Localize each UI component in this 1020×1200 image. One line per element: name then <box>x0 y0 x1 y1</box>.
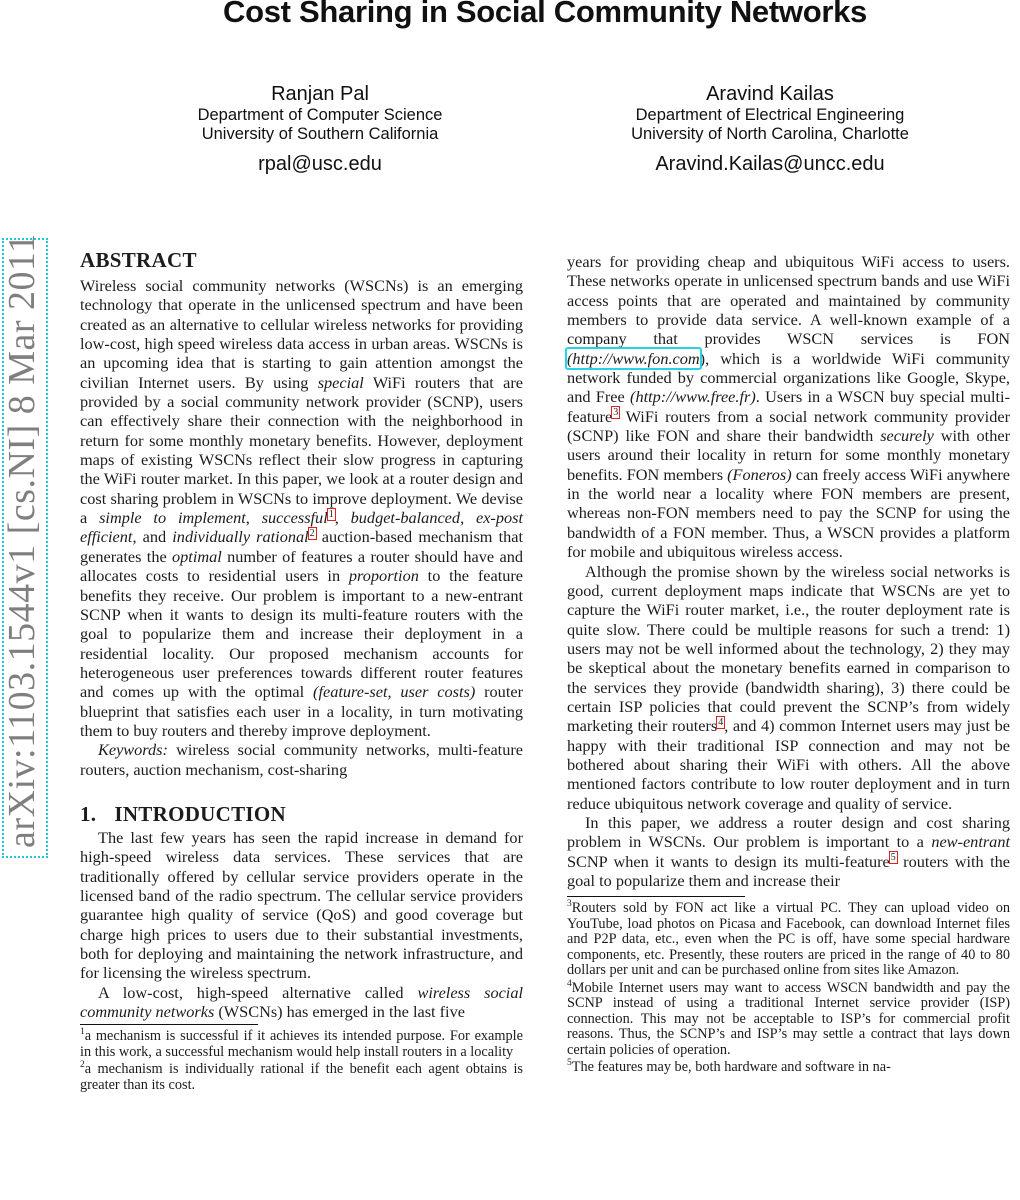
author-email: Aravind.Kailas@uncc.edu <box>655 153 885 175</box>
intro-paragraph-2-continued: years for providing cheap and ubiquitous WiFi access to users. These networks operate in unlicensed spectrum bands and use WiFi access points that are operated and maintained by community members to provide data service. A well-known example of a company that provides WSCN services is FON (http://www.fon.com), which is a worldwide WiFi community network funded by commercial organizations like Google, Skype, and Free (http://www.free.fr). Users in a WSCN buy special multi-feature$^3$ WiFi routers from a social network community provider (SCNP) like FON and share their bandwidth securely with other users around their locality in return for some monthly monetary benefits. FON members (Foneros) can freely access WiFi anywhere in the world near a locality where FON members are present, whereas non-FON members need to pay the SCNP for using the bandwidth of a FON member. Thus, a WSCN provides a platform for mobile and ubiquitous wireless access. <box>567 252 1011 562</box>
footnote-ref-3[interactable]: 3 <box>613 407 619 419</box>
footnote-1: $^1$a mechanism is successful if it achieves its intended purpose. For example in this work, a successful mechanism would help install routers in a locality <box>80 1027 523 1060</box>
keywords-label: Keywords: <box>98 740 168 760</box>
free-url-text: (http://www.free.fr) <box>630 387 756 407</box>
author-name: Ranjan Pal <box>271 83 369 105</box>
intro-paragraph-1: The last few years has seen the rapid increase in demand for high-speed wireless data services. These services that are traditionally offered by cellular service providers operate in the licensed band of the radio spectrum. The cellular service providers guarantee high quality of service (QoS) and good coverage but charge high prices to users due to their substantial investments, both for deploying and maintaining the network infrastructure, and for licensing the wireless spectrum. <box>80 827 523 983</box>
abstract-paragraph: Wireless social community networks (WSCNs) is an emerging technology that operate in the unlicensed spectrum and have been created as an alternative to cellular wireless networks for providing low-cost, high speed wireless data access in urban areas. WSCNs is an upcoming idea that is starting to gain attention amongst the civilian Internet users. By using special WiFi routers that are provided by a social community network provider (SCNP), users can effectively share their connection with the neighborhood in return for some monthly monetary benefits. However, deployment maps of existing WSCNs reflect their slow progress in capturing the WiFi router market. In this paper, we look at a router design and cost sharing problem in WSCNs to improve deployment. We devise a simple to implement, successful$^1$, budget-balanced, ex-post efficient, and individually rational$^2$ auction-based mechanism that generates the optimal number of features a router should have and allocates costs to residential users in proportion to the feature benefits they receive. Our problem is important to a new-entrant SCNP when it wants to design its multi-feature routers with the goal to popularize them and increase their deployment in a residential locality. Our proposed mechanism accounts for heterogeneous user preferences towards different router features and comes up with the optimal (feature-set, user costs) router blueprint that satisfies each user in a locality, in turn motivating them to buy routers and thereby improve deployment. <box>80 276 524 740</box>
footnote-divider <box>80 1024 258 1025</box>
author-block-2 <box>590 82 950 176</box>
arxiv-stamp-text: arXiv:1103.1544v1 [cs.NI] 8 Mar 2011 <box>1 233 43 848</box>
abstract-heading: ABSTRACT <box>80 248 197 272</box>
author-block-1 <box>170 82 470 176</box>
keywords: Keywords: wireless social community networks, multi-feature routers, auction mechanism, cost-sharing <box>80 740 523 779</box>
footnote-ref-4[interactable]: 4 <box>718 716 724 728</box>
footnote-2: $^2$a mechanism is individually rational if the benefit each agent obtains is greater than its cost. <box>80 1060 523 1093</box>
footnote-4: $^4$Mobile Internet users may want to access WSCN bandwidth and pay the SCNP instead of using a traditional Internet service provider (ISP) connection. This may not be acceptable to ISP’s for commercial profit reasons. Thus, the SCNP’s and ISP’s may settle a contract that lays down certain policies of operation. <box>567 979 1010 1058</box>
footnote-ref-1[interactable]: 1 <box>328 508 334 520</box>
introduction-heading: 1. INTRODUCTION <box>80 801 286 826</box>
intro-paragraph-4: In this paper, we address a router design and cost sharing problem in WSCNs. Our problem is important to a new-entrant SCNP when it wants to design its multi-feature$^5$ routers with the goal to popularize them and increase their <box>567 812 1010 890</box>
intro-paragraph-2: A low-cost, high-speed alternative called wireless social community networks (WSCNs) has emerged in the last five <box>80 982 523 1022</box>
footnote-ref-2[interactable]: 2 <box>309 528 315 540</box>
footnote-ref-5[interactable]: 5 <box>890 852 896 864</box>
right-column <box>567 252 1010 1076</box>
author-name: Aravind Kailas <box>706 83 834 105</box>
footnote-divider <box>567 896 745 897</box>
author-university: University of North Carolina, Charlotte <box>631 125 909 143</box>
author-department: Department of Electrical Engineering <box>635 106 905 124</box>
footnote-5: $^5$The features may be, both hardware and software in na- <box>567 1058 891 1076</box>
paper-title: Cost Sharing in Social Community Networks <box>223 0 867 29</box>
footnote-3: $^3$Routers sold by FON act like a virtual PC. They can upload video on YouTube, load photos on Picasa and Facebook, can download Internet files and P2P data, etc., even when the PC is off, have some special hardware components, etc. Presently, these routers are priced in the range of 40 to 80 dollars per unit and can be purchased online from sites like Amazon. <box>567 899 1010 979</box>
author-university: University of Southern California <box>201 125 439 143</box>
author-department: Department of Computer Science <box>197 106 443 124</box>
author-email: rpal@usc.edu <box>258 153 382 175</box>
fon-url-link[interactable]: (http://www.fon.com <box>567 348 700 368</box>
left-column <box>80 246 523 1093</box>
intro-paragraph-3: Although the promise shown by the wireless social networks is good, current deployment maps indicate that WSCNs are yet to capture the WiFi router market, i.e., the router deployment rate is quite slow. There could be multiple reasons for such a trend: 1) users may not be well informed about the technology, 2) they may be skeptical about the monetary benefits earned in comparison to the services they provide (bandwidth sharing), 3) there could be certain ISP policies that could prevent the SCNP’s from widely marketing their routers$^4$, and 4) common Internet users may just be happy with their traditional ISP connection and may not be bothered about sharing their WiFi with others. All the above mentioned factors contribute to low router deployment and in turn reduce ubiquitous network coverage and quality of service. <box>567 561 1010 813</box>
